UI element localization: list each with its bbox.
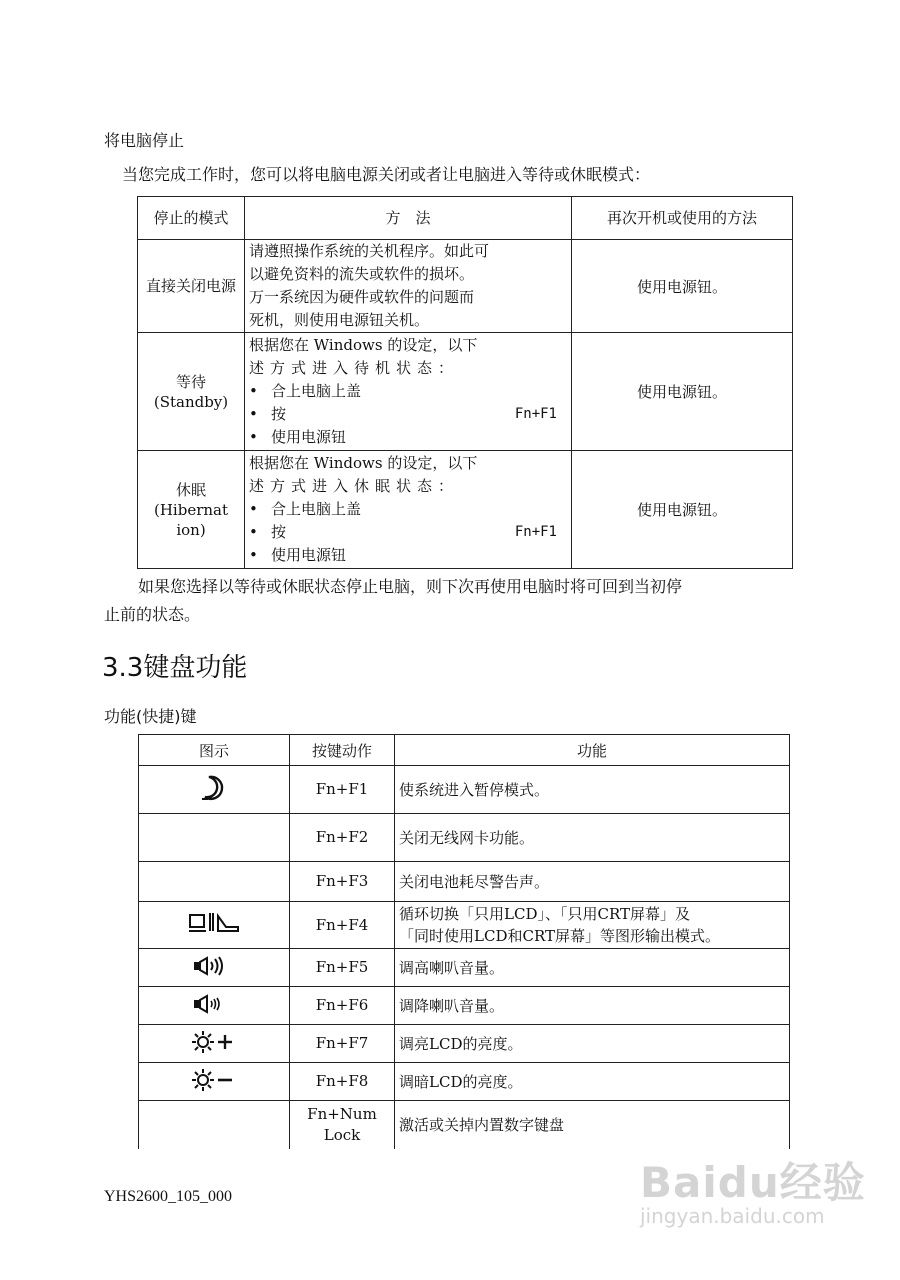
moon-icon	[199, 773, 229, 803]
watermark-logo: Baidu经验	[640, 1158, 866, 1207]
bullet-text: 按	[271, 405, 287, 423]
header-method: 方 法	[245, 197, 572, 240]
table-header-row	[139, 735, 790, 766]
key-combo: Fn+F1	[514, 406, 557, 422]
header-key: 按键动作	[290, 735, 395, 766]
bullet-icon: •	[249, 405, 258, 423]
table-row	[139, 814, 790, 862]
mode-name-en: (Standby)	[153, 392, 229, 411]
list-item	[249, 498, 567, 521]
bullet-icon: •	[249, 523, 258, 541]
key-cell: Fn+F5	[290, 949, 395, 987]
mode-cell	[138, 451, 245, 569]
icon-cell	[139, 1025, 290, 1063]
table-row	[138, 333, 793, 451]
icon-cell	[139, 766, 290, 814]
table-header-row	[138, 197, 793, 240]
table-row	[139, 766, 790, 814]
method-line: 述方式进入休眠状态：	[249, 477, 460, 495]
volume-up-icon	[192, 955, 236, 977]
key-cell	[290, 1101, 395, 1149]
bullet-text: 使用电源钮	[271, 428, 347, 446]
key-cell: Fn+F3	[290, 862, 395, 902]
table-row	[138, 240, 793, 333]
brightness-down-icon	[191, 1068, 237, 1092]
header-restart: 再次开机或使用的方法	[572, 197, 793, 240]
restart-cell: 使用电源钮。	[572, 451, 793, 569]
header-mode: 停止的模式	[138, 197, 245, 240]
section-heading-keyboard: 3.3键盘功能	[102, 653, 248, 683]
key-cell: Fn+F2	[290, 814, 395, 862]
bullet-icon: •	[249, 500, 258, 518]
table-row	[139, 1101, 790, 1149]
bullet-icon: •	[249, 546, 258, 564]
mode-name: 休眠	[175, 480, 206, 499]
icon-cell	[139, 1101, 290, 1149]
subheading-hotkeys: 功能(快捷)键	[104, 707, 197, 726]
mode-name: 等待	[175, 372, 206, 391]
intro-text: 当您完成工作时，您可以将电脑电源关闭或者让电脑进入等待或休眠模式：	[122, 165, 651, 184]
function-cell: 调暗LCD的亮度。	[395, 1063, 790, 1101]
after-text-line2: 止前的状态。	[104, 605, 201, 624]
function-cell: 关闭电池耗尽警告声。	[395, 862, 790, 902]
icon-cell	[139, 862, 290, 902]
method-line: 根据您在 Windows 的设定，以下	[249, 336, 478, 354]
function-line: 「同时使用LCD和CRT屏幕」等图形输出模式。	[399, 927, 720, 945]
function-key-table	[138, 734, 790, 1149]
function-cell: 使系统进入暂停模式。	[395, 766, 790, 814]
function-cell: 激活或关掉内置数字键盘	[395, 1101, 790, 1149]
watermark	[640, 1150, 866, 1228]
table-row	[139, 862, 790, 902]
document-code: YHS2600_105_000	[104, 1188, 233, 1205]
list-item	[249, 403, 567, 426]
icon-cell	[139, 814, 290, 862]
method-line: 述方式进入待机状态：	[249, 359, 460, 377]
brightness-up-icon	[191, 1030, 237, 1054]
function-cell: 调高喇叭音量。	[395, 949, 790, 987]
bullet-text: 合上电脑上盖	[271, 382, 362, 400]
method-line: 根据您在 Windows 的设定，以下	[249, 454, 478, 472]
table-row	[139, 949, 790, 987]
bullet-icon: •	[249, 382, 258, 400]
volume-down-icon	[192, 993, 236, 1015]
mode-cell	[138, 333, 245, 451]
function-cell: 关闭无线网卡功能。	[395, 814, 790, 862]
restart-cell: 使用电源钮。	[572, 333, 793, 451]
mode-cell: 直接关闭电源	[138, 240, 245, 333]
table-row	[139, 1063, 790, 1101]
function-cell: 调降喇叭音量。	[395, 987, 790, 1025]
key-cell: Fn+F1	[290, 766, 395, 814]
restart-cell: 使用电源钮。	[572, 240, 793, 333]
function-cell: 调亮LCD的亮度。	[395, 1025, 790, 1063]
key-line: Fn+Num	[307, 1104, 377, 1123]
stop-mode-table	[137, 196, 793, 569]
icon-cell	[139, 902, 290, 949]
method-line: 万一系统因为硬件或软件的问题而	[249, 288, 475, 306]
header-icon: 图示	[139, 735, 290, 766]
key-cell: Fn+F7	[290, 1025, 395, 1063]
mode-name-en: ion)	[176, 520, 206, 539]
table-row	[138, 451, 793, 569]
method-cell	[245, 333, 572, 451]
method-cell	[245, 451, 572, 569]
key-combo: Fn+F1	[514, 524, 557, 540]
key-cell: Fn+F6	[290, 987, 395, 1025]
icon-cell	[139, 949, 290, 987]
icon-cell	[139, 987, 290, 1025]
method-cell	[245, 240, 572, 333]
method-line: 请遵照操作系统的关机程序。如此可	[249, 242, 490, 260]
bullet-text: 合上电脑上盖	[271, 500, 362, 518]
list-item	[249, 380, 567, 403]
key-cell: Fn+F8	[290, 1063, 395, 1101]
icon-cell	[139, 1063, 290, 1101]
section-heading-stop: 将电脑停止	[104, 131, 185, 150]
bullet-text: 按	[271, 523, 287, 541]
function-cell	[395, 902, 790, 949]
list-item	[249, 544, 567, 567]
bullet-icon: •	[249, 428, 258, 446]
table-row	[139, 1025, 790, 1063]
list-item	[249, 521, 567, 544]
watermark-url: jingyan.baidu.com	[640, 1204, 825, 1228]
table-row	[139, 987, 790, 1025]
method-line: 死机，则使用电源钮关机。	[249, 311, 430, 329]
list-item	[249, 426, 567, 449]
function-line: 循环切换「只用LCD」、「只用CRT屏幕」及	[399, 905, 690, 923]
bullet-text: 使用电源钮	[271, 546, 347, 564]
key-line: Lock	[323, 1125, 361, 1144]
table-row	[139, 902, 790, 949]
header-function: 功能	[395, 735, 790, 766]
mode-name-en: (Hibernat	[153, 500, 228, 519]
after-text-line1: 如果您选择以等待或休眠状态停止电脑，则下次再使用电脑时将可回到当初停	[138, 577, 683, 596]
display-switch-icon	[188, 911, 240, 935]
method-line: 以避免资料的流失或软件的损坏。	[249, 265, 475, 283]
key-cell: Fn+F4	[290, 902, 395, 949]
